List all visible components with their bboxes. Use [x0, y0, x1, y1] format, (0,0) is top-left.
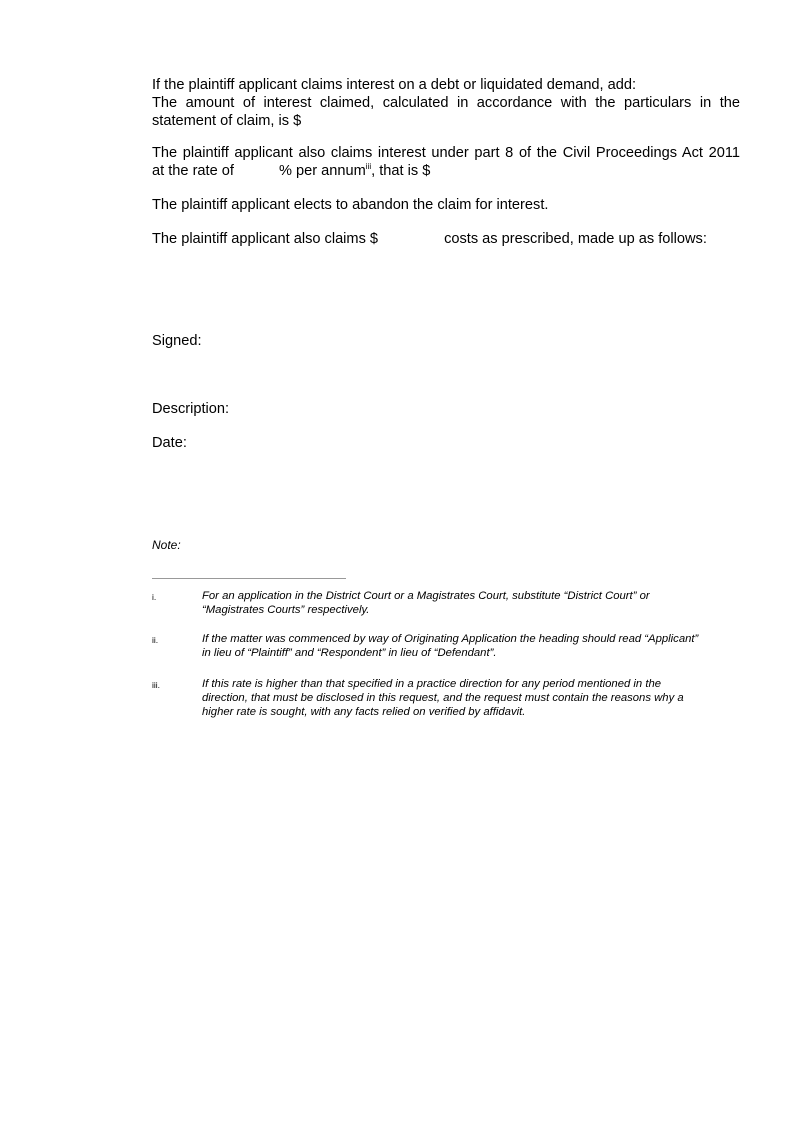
part8-amount: , that is $: [371, 163, 431, 179]
costs-line: [152, 230, 707, 248]
date-label: Date:: [152, 435, 187, 451]
footnote-line: “Magistrates Courts” respectively.: [202, 604, 370, 616]
footnote-line: For an application in the District Court or a Magistrates Court, substitute “District Court” or: [202, 590, 650, 602]
costs-suffix: costs as prescribed, made up as follows:: [444, 231, 707, 247]
interest-amount-line2: statement of claim, is $: [152, 113, 302, 129]
footnote-divider: [152, 578, 346, 579]
footnote-line: If this rate is higher than that specified in a practice direction for any period mentioned in the: [202, 678, 662, 690]
footnote-ref-iii: iii: [365, 162, 372, 172]
part8-rate-prefix: at the rate of: [152, 163, 234, 179]
interest-intro: If the plaintiff applicant claims interest on a debt or liquidated demand, add:: [152, 77, 637, 93]
part8-line1: The plaintiff applicant also claims interest under part 8 of the Civil Proceedings Act 2011: [152, 145, 740, 161]
interest-amount-line1: The amount of interest claimed, calculated in accordance with the particulars in the: [152, 95, 740, 111]
footnote-line: direction, that must be disclosed in this request, and the request must contain the reasons why a: [202, 692, 684, 704]
footnote-number: ii.: [152, 635, 159, 645]
part8-rate-suffix: % per annum: [278, 163, 366, 179]
signed-label: Signed:: [152, 333, 202, 349]
footnote-number: iii.: [152, 680, 161, 690]
description-label: Description:: [152, 401, 230, 417]
costs-prefix: The plaintiff applicant also claims $: [152, 231, 379, 247]
footnote-number: i.: [152, 592, 157, 602]
footnote-line: If the matter was commenced by way of Originating Application the heading should read “Applicant”: [202, 633, 699, 645]
footnote-iii: [152, 677, 742, 719]
footnote-ii: [152, 632, 742, 660]
part8-line2: [152, 162, 430, 180]
footnote-line: in lieu of “Plaintiff” and “Respondent” in lieu of “Defendant”.: [202, 647, 497, 659]
footnote-i: [152, 589, 742, 617]
abandon-interest: The plaintiff applicant elects to abandon the claim for interest.: [152, 197, 549, 213]
note-label: Note:: [152, 538, 181, 552]
footnote-line: higher rate is sought, with any facts relied on verified by affidavit.: [202, 706, 526, 718]
